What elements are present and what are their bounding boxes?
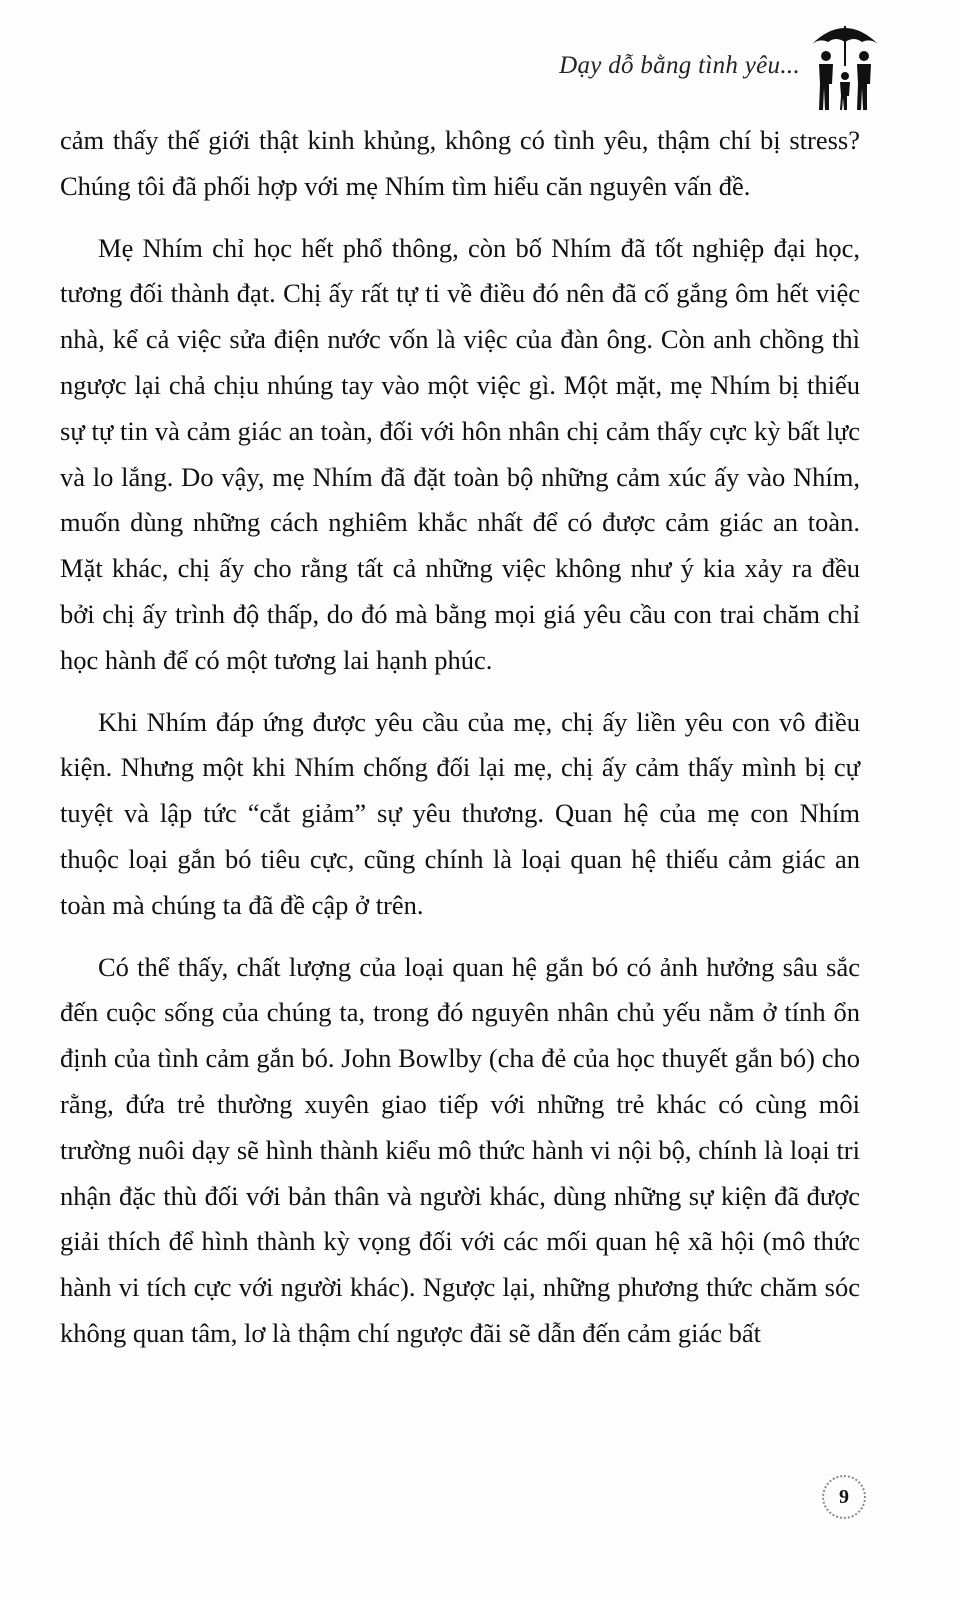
paragraph-1: cảm thấy thế giới thật kinh khủng, không có tình yêu, thậm chí bị stress? Chúng tôi đã phối hợp với mẹ Nhím tìm hiểu căn nguyên vấn đề. <box>60 125 860 201</box>
running-title: Dạy dỗ bằng tình yêu... <box>559 52 800 79</box>
paragraph-2: Mẹ Nhím chỉ học hết phổ thông, còn bố Nhím đã tốt nghiệp đại học, tương đối thành đạt. Chị ấy rất tự ti về điều đó nên đã cố gắng ôm hết việc nhà, kể cả việc sửa điện nước vốn là việc của đàn ông. Còn anh chồng thì ngược lại chả chịu nhúng tay vào một việc gì. Một mặt, mẹ Nhím bị thiếu sự tự tin và cảm giác an toàn, đối với hôn nhân chị cảm thấy cực kỳ bất lực và lo lắng. Do vậy, mẹ Nhím đã đặt toàn bộ những cảm xúc ấy vào Nhím, muốn dùng những cách nghiêm khắc nhất để có được cảm giác an toàn. Mặt khác, chị ấy cho rằng tất cả những việc không như ý kia xảy ra đều bởi chị ấy trình độ thấp, do đó mà bằng mọi giá yêu cầu con trai chăm chỉ học hành để có một tương lai hạnh phúc. <box>60 232 860 675</box>
paragraph-3: Khi Nhím đáp ứng được yêu cầu của mẹ, chị ấy liền yêu con vô điều kiện. Nhưng một khi Nhím chống đối lại mẹ, chị ấy cảm thấy mình bị cự tuyệt và lập tức “cắt giảm” sự yêu thương. Quan hệ của mẹ con Nhím thuộc loại gắn bó tiêu cực, cũng chính là loại quan hệ thiếu cảm giác an toàn mà chúng ta đã đề cập ở trên. <box>60 706 860 920</box>
body-text <box>60 118 860 1373</box>
paragraph-4: Có thể thấy, chất lượng của loại quan hệ gắn bó có ảnh hưởng sâu sắc đến cuộc sống của chúng ta, trong đó nguyên nhân chủ yếu nằm ở tính ổn định của tình cảm gắn bó. John Bowlby (cha đẻ của học thuyết gắn bó) cho rằng, đứa trẻ thường xuyên giao tiếp với những trẻ khác có cùng môi trường nuôi dạy sẽ hình thành kiểu mô thức hành vi nội bộ, chính là loại tri nhận đặc thù đối với bản thân và người khác, dùng những sự kiện đã được giải thích để hình thành kỳ vọng đối với các mối quan hệ xã hội (mô thức hành vi tích cực với người khác). Ngược lại, những phương thức chăm sóc không quan tâm, lơ là thậm chí ngược đãi sẽ dẫn đến cảm giác bất <box>60 951 860 1348</box>
running-head <box>559 18 880 114</box>
page-number: 9 <box>822 1475 866 1519</box>
family-umbrella-icon <box>810 18 880 114</box>
